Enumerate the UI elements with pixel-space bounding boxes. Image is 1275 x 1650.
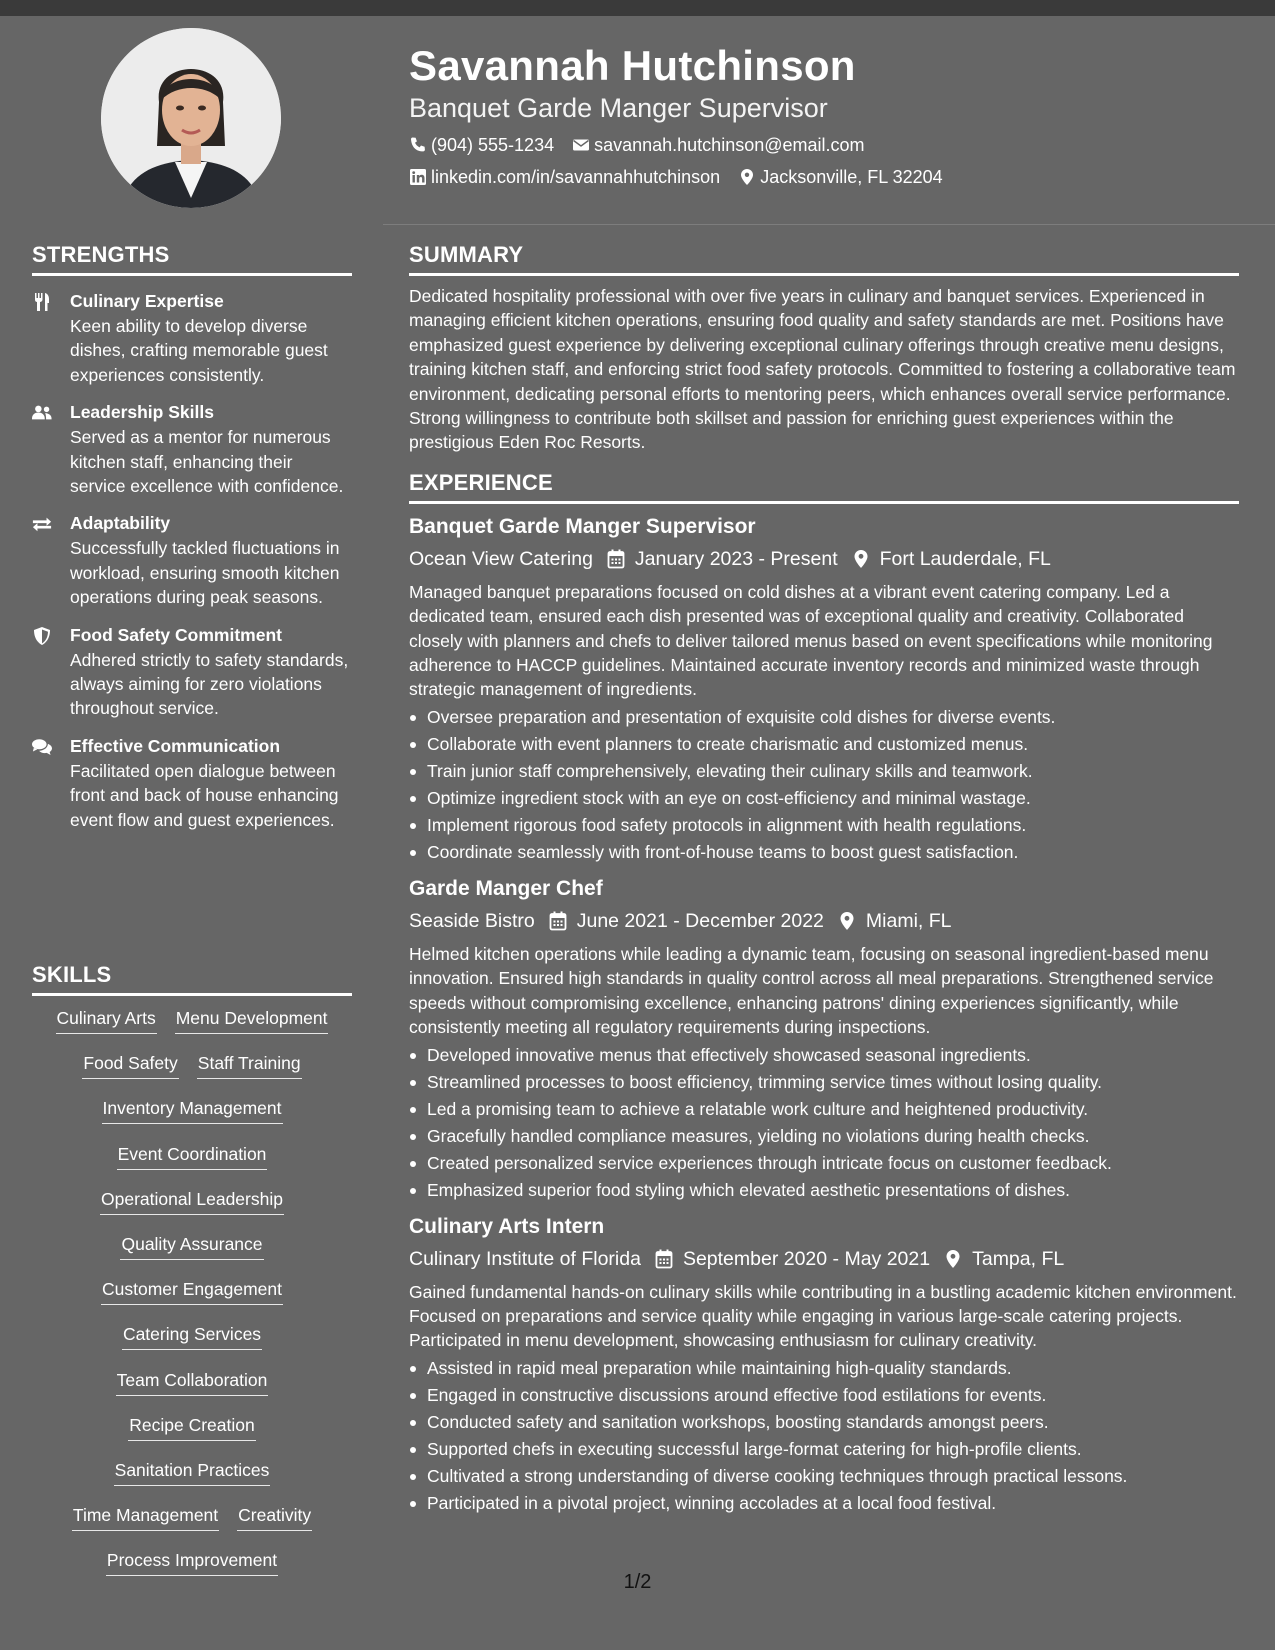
skill-chip: Sanitation Practices xyxy=(114,1458,271,1486)
job-meta xyxy=(409,1245,1239,1273)
phone-contact[interactable] xyxy=(409,134,554,156)
skill-chip: Quality Assurance xyxy=(120,1232,263,1260)
job-title: Culinary Arts Intern xyxy=(409,1214,605,1238)
job-entry xyxy=(409,874,1239,1204)
map-pin-icon xyxy=(838,911,856,931)
map-pin-icon xyxy=(852,549,870,569)
exchange-icon xyxy=(32,512,70,609)
job-bullets xyxy=(409,704,1239,866)
shield-icon xyxy=(32,624,70,721)
strength-title: Culinary Expertise xyxy=(70,291,224,311)
bullet-item: Coordinate seamlessly with front-of-house teams to boost guest satisfaction. xyxy=(409,839,1239,866)
bullet-item: Train junior staff comprehensively, elevating their culinary skills and teamwork. xyxy=(409,758,1239,785)
summary-title: SUMMARY xyxy=(409,242,1239,276)
job-location: Tampa, FL xyxy=(944,1245,1064,1273)
bullet-item: Participated in a pivotal project, winning accolades at a local food festival. xyxy=(409,1490,1239,1517)
bullet-item: Oversee preparation and presentation of exquisite cold dishes for diverse events. xyxy=(409,704,1239,731)
job-location: Miami, FL xyxy=(838,907,952,935)
job-title: Garde Manger Chef xyxy=(409,876,603,900)
skill-chip: Event Coordination xyxy=(117,1142,268,1170)
bullet-item: Led a promising team to achieve a relatable work culture and heightened productivity. xyxy=(409,1096,1239,1123)
skill-chip: Menu Development xyxy=(175,1006,329,1034)
skill-chip: Creativity xyxy=(237,1503,312,1531)
strength-desc: Keen ability to develop diverse dishes, crafting memorable guest experiences consistently. xyxy=(70,316,328,385)
job-company: Seaside Bistro xyxy=(409,909,535,932)
job-meta xyxy=(409,907,1239,935)
job-company: Culinary Institute of Florida xyxy=(409,1247,641,1270)
job-description: Helmed kitchen operations while leading a dynamic team, focusing on seasonal ingredient-based menu innovation. Ensured high standards in quality control across all meal preparations. Strengthened service speeds without compromising excellence, enhancing patrons' dining experiences significantly, while consistently meeting all regulatory requirements during inspections. xyxy=(409,943,1214,1038)
bullet-item: Emphasized superior food styling which elevated aesthetic presentations of dishes. xyxy=(409,1177,1239,1204)
location-contact xyxy=(738,166,942,188)
linkedin-contact[interactable] xyxy=(409,166,720,188)
skill-chip: Food Safety xyxy=(82,1051,178,1079)
main-column xyxy=(409,242,1239,1517)
bullet-item: Assisted in rapid meal preparation while maintaining high-quality standards. xyxy=(409,1355,1239,1382)
profile-photo xyxy=(101,28,281,208)
strength-item xyxy=(32,624,352,721)
skill-chip: Process Improvement xyxy=(106,1548,278,1576)
job-meta xyxy=(409,545,1239,573)
bullet-item: Developed innovative menus that effectively showcased seasonal ingredients. xyxy=(409,1042,1239,1069)
skills-title: SKILLS xyxy=(32,962,352,996)
bullet-item: Implement rigorous food safety protocols in alignment with health regulations. xyxy=(409,812,1239,839)
strength-desc: Served as a mentor for numerous kitchen staff, enhancing their service excellence with confidence. xyxy=(70,427,344,497)
strength-title: Leadership Skills xyxy=(70,402,214,423)
job-title: Banquet Garde Manger Supervisor xyxy=(409,514,756,538)
job-dates: January 2023 - Present xyxy=(607,545,838,573)
location-text: Jacksonville, FL 32204 xyxy=(760,167,943,187)
skill-chip: Team Collaboration xyxy=(116,1368,269,1396)
linkedin-text: linkedin.com/in/savannahhutchinson xyxy=(431,167,721,187)
strength-title: Food Safety Commitment xyxy=(70,624,282,645)
bullet-item: Engaged in constructive discussions around effective food estilations for events. xyxy=(409,1382,1239,1409)
job-entry xyxy=(409,1212,1239,1517)
strength-title: Effective Communication xyxy=(70,735,281,756)
job-dates: September 2020 - May 2021 xyxy=(655,1245,930,1273)
bullet-item: Conducted safety and sanitation workshops, boosting standards amongst peers. xyxy=(409,1409,1239,1436)
strength-item xyxy=(32,512,352,609)
calendar-icon xyxy=(607,549,625,569)
phone-icon xyxy=(409,136,427,154)
strength-desc: Successfully tackled fluctuations in workload, ensuring smooth kitchen operations during peak seasons. xyxy=(70,538,340,608)
skill-chip: Culinary Arts xyxy=(56,1006,157,1034)
header-divider xyxy=(383,224,1275,225)
bullet-item: Collaborate with event planners to create charismatic and customized menus. xyxy=(409,731,1239,758)
strengths-section xyxy=(32,242,352,832)
job-bullets xyxy=(409,1355,1239,1517)
job-bullets xyxy=(409,1042,1239,1204)
strength-item xyxy=(32,735,352,832)
top-bar xyxy=(0,0,1275,16)
skill-chip: Inventory Management xyxy=(102,1096,283,1124)
linkedin-icon xyxy=(409,168,427,186)
candidate-name: Savannah Hutchinson xyxy=(409,42,856,89)
bullet-item: Created personalized service experiences through intricate focus on customer feedback. xyxy=(409,1150,1239,1177)
candidate-title: Banquet Garde Manger Supervisor xyxy=(409,93,828,123)
contact-row xyxy=(409,134,1239,156)
bullet-item: Cultivated a strong understanding of diverse cooking techniques through practical lessons. xyxy=(409,1463,1239,1490)
job-location: Fort Lauderdale, FL xyxy=(852,545,1051,573)
strength-title: Adaptability xyxy=(70,513,171,534)
envelope-icon xyxy=(572,136,590,154)
job-description: Managed banquet preparations focused on cold dishes at a vibrant event catering company. Led a dedicated team, ensured each dish presented was of exceptional quality and creativity. Collaborated closely with planners and chefs to deliver tailored menus based on event specifications while monitoring adherence to HACCP guidelines. Maintained accurate inventory records and minimized waste through strategic management of ingredients. xyxy=(409,581,1213,700)
skill-chip: Operational Leadership xyxy=(100,1187,284,1215)
skill-chip: Recipe Creation xyxy=(128,1413,255,1441)
job-entry xyxy=(409,512,1239,866)
experience-title: EXPERIENCE xyxy=(409,470,1239,504)
email-contact[interactable] xyxy=(572,134,864,156)
job-dates: June 2021 - December 2022 xyxy=(549,907,824,935)
skills-list xyxy=(32,1006,352,1593)
strength-desc: Adhered strictly to safety standards, always aiming for zero violations throughout service. xyxy=(70,649,349,719)
calendar-icon xyxy=(655,1249,673,1269)
bullet-item: Gracefully handled compliance measures, yielding no violations during health checks. xyxy=(409,1123,1239,1150)
contact-row xyxy=(409,166,1239,188)
summary-text: Dedicated hospitality professional with over five years in culinary and banquet services. Experienced in managing efficient kitchen operations, ensuring food quality and safety standards are met. Positions have emphasized guest experience by delivering exceptional culinary offerings through creative menu designs, training kitchen staff, and enforcing strict food safety protocols. Committed to fostering a collaborative team environment, dedicating personal efforts to mentoring peers, which enhances overall service performance. Strong willingness to contribute both skillset and passion for enriching guest experiences within the prestigious Eden Roc Resorts. xyxy=(409,286,1236,453)
calendar-icon xyxy=(549,911,567,931)
job-description: Gained fundamental hands-on culinary skills while contributing in a bustling academic kitchen environment. Focused on preparations and service quality while engaging in various large-scale catering projects. Participated in menu development, showcasing enthusiasm for culinary creativity. xyxy=(409,1281,1237,1351)
strength-item xyxy=(32,290,352,387)
resume-header xyxy=(409,40,1239,188)
users-icon xyxy=(32,401,70,498)
strength-desc: Facilitated open dialogue between front and back of house enhancing event flow and guest experiences. xyxy=(70,760,339,830)
bullet-item: Streamlined processes to boost efficiency, trimming service times without losing quality. xyxy=(409,1069,1239,1096)
skill-chip: Catering Services xyxy=(122,1322,262,1350)
map-pin-icon xyxy=(944,1249,962,1269)
skill-chip: Customer Engagement xyxy=(101,1277,283,1305)
bullet-item: Optimize ingredient stock with an eye on cost-efficiency and minimal wastage. xyxy=(409,785,1239,812)
comments-icon xyxy=(32,735,70,832)
avatar xyxy=(101,28,281,208)
bullet-item: Supported chefs in executing successful large-format catering for high-profile clients. xyxy=(409,1436,1239,1463)
summary-section xyxy=(409,242,1239,455)
email-text: savannah.hutchinson@email.com xyxy=(594,135,865,155)
strength-item xyxy=(32,401,352,498)
experience-section xyxy=(409,470,1239,1517)
job-company: Ocean View Catering xyxy=(409,547,593,570)
utensils-icon xyxy=(32,290,70,387)
map-pin-icon xyxy=(738,168,756,186)
skill-chip: Time Management xyxy=(72,1503,219,1531)
phone-text: (904) 555-1234 xyxy=(431,135,555,155)
skill-chip: Staff Training xyxy=(197,1051,302,1079)
skills-section xyxy=(32,962,352,1593)
page-number: 1/2 xyxy=(623,1571,652,1593)
strengths-title: STRENGTHS xyxy=(32,242,352,276)
